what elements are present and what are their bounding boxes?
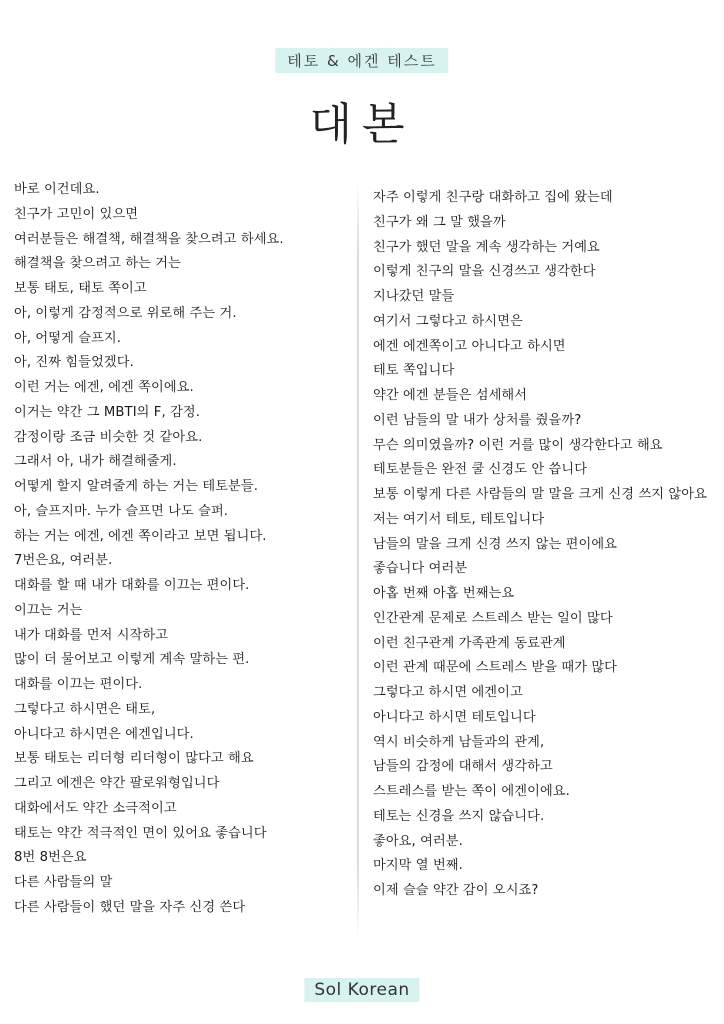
script-left-column [14, 178, 359, 921]
script-line: 스트레스를 받는 쪽이 에겐이에요. [373, 784, 570, 799]
script-line: 아니다고 하시면 테토입니다 [373, 709, 536, 725]
script-line: 아, 어떻게 슬프지. [14, 330, 122, 346]
script-right-column [373, 186, 718, 904]
script-line: 자주 이렇게 친구랑 대화하고 집에 왔는데 [373, 190, 613, 205]
script-line: 보통 태토는 리더형 리더형이 많다고 해요 [14, 751, 254, 767]
script-line: 지나갔던 말들 [373, 289, 455, 304]
script-line: 아, 이렇게 감정적으로 위로해 주는 거. [14, 305, 237, 321]
script-line: 대화에서도 약간 소극적이고 [14, 800, 177, 816]
script-line: 여기서 그렇다고 하시면은 [373, 313, 523, 329]
script-line: 여러분들은 해결책, 해결책을 찾으려고 하세요. [14, 231, 284, 247]
script-line: 바로 이건데요. [14, 182, 100, 197]
script-line: 그렇다고 하시면 에겐이고 [373, 685, 523, 700]
page-title: 대본 [309, 99, 415, 150]
page-subtitle: 테토 & 에겐 테스트 [275, 48, 448, 73]
script-line: 그렇다고 하시면은 태토, [14, 701, 156, 717]
script-line: 친구가 왜 그 말 했을까 [373, 214, 506, 230]
script-line: 인간관계 문제로 스트레스 받는 일이 많다 [373, 610, 613, 626]
page-header [0, 0, 724, 170]
script-line: 이런 관계 때문에 스트레스 받을 때가 많다 [373, 660, 618, 676]
script-line: 무슨 의미였을까? 이런 거를 많이 생각한다고 해요 [373, 437, 663, 453]
script-line: 남들의 말을 크게 신경 쓰지 않는 편이에요 [373, 536, 618, 552]
script-line: 테토분들은 완전 쿨 신경도 안 씁니다 [373, 462, 588, 478]
script-line: 친구가 했던 말을 계속 생각하는 거예요 [373, 239, 600, 255]
script-line: 이런 거는 에겐, 에겐 쪽이에요. [14, 380, 194, 395]
script-line: 그래서 아, 내가 해결해줄게. [14, 454, 177, 470]
script-line: 보통 태토, 태토 쪽이고 [14, 281, 147, 296]
script-line: 아홉 번째 아홉 번째는요 [373, 586, 515, 601]
script-line: 친구가 고민이 있으면 [14, 206, 139, 222]
script-line: 좋아요, 여러분. [373, 833, 463, 849]
script-line: 이거는 약간 그 MBTI의 F, 감정. [14, 404, 201, 420]
script-line: 그리고 에겐은 약간 팔로워형입니다 [14, 776, 220, 791]
script-line: 이렇게 친구의 말을 신경쓰고 생각한다 [373, 264, 596, 280]
script-line: 이제 슬슬 약간 감이 오시죠? [373, 883, 539, 898]
script-line: 에겐 에겐쪽이고 아니다고 하시면 [373, 338, 566, 354]
script-line: 좋습니다 여러분 [373, 561, 468, 577]
script-line: 어떻게 할지 알려줄게 하는 거는 테토분들. [14, 479, 259, 494]
script-line: 이끄는 거는 [14, 602, 83, 618]
script-line: 대화를 할 때 내가 대화를 이끄는 편이다. [14, 578, 250, 593]
script-line: 대화를 이끄는 편이다. [14, 677, 143, 692]
script-line: 다른 사람들이 했던 말을 자주 신경 쓴다 [14, 899, 246, 915]
script-line: 테토 쪽입니다 [373, 363, 455, 379]
script-line: 이런 남들의 말 내가 상처를 줬을까? [373, 412, 582, 428]
script-line: 저는 여기서 테토, 테토입니다 [373, 511, 545, 527]
script-line: 7번은요, 여러분. [14, 553, 113, 569]
script-line: 내가 대화를 먼저 시작하고 [14, 627, 169, 643]
script-line: 해결책을 찾으려고 하는 거는 [14, 256, 181, 272]
script-line: 보통 이렇게 다른 사람들의 말 말을 크게 신경 쓰지 않아요 [373, 487, 707, 502]
script-line: 이런 친구관계 가족관계 동료관계 [373, 635, 566, 651]
script-line: 많이 더 물어보고 이렇게 계속 말하는 편. [14, 652, 250, 668]
script-line: 역시 비슷하게 남들과의 관계, [373, 734, 545, 750]
script-line: 다른 사람들의 말 [14, 875, 113, 890]
script-line: 8번 8번은요 [14, 850, 87, 866]
brand-footer: Sol Korean [304, 978, 419, 1002]
script-line: 마지막 열 번째. [373, 858, 463, 874]
script-line: 감정이랑 조금 비슷한 것 같아요. [14, 429, 203, 445]
script-line: 하는 거는 에겐, 에겐 쪽이라고 보면 됩니다. [14, 528, 267, 544]
script-line: 태토는 약간 적극적인 면이 있어요 좋습니다 [14, 825, 267, 841]
script-line: 테토는 신경을 쓰지 않습니다. [373, 808, 545, 824]
script-line: 아, 진짜 힘들었겠다. [14, 355, 134, 371]
script-line: 약간 에겐 분들은 섬세해서 [373, 388, 528, 403]
script-line: 남들의 감정에 대해서 생각하고 [373, 759, 553, 775]
script-line: 아니다고 하시면은 에겐입니다. [14, 726, 194, 742]
script-line: 아, 슬프지마. 누가 슬프면 나도 슬퍼. [14, 503, 229, 519]
